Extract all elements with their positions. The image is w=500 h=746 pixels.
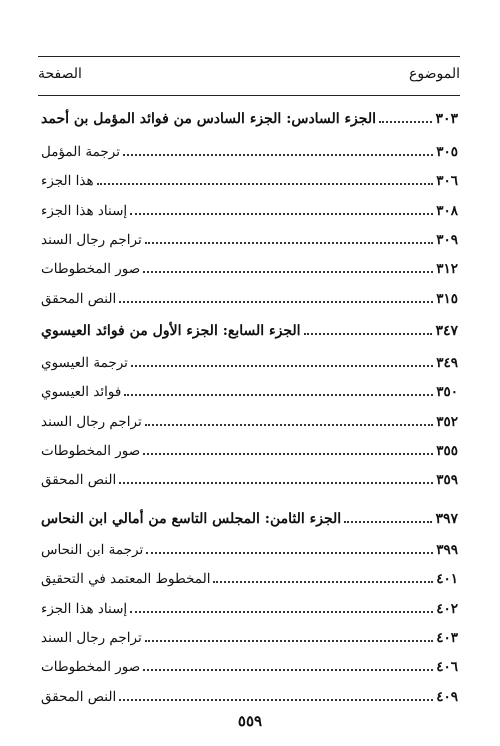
toc-page-number: ٣٤٩ (436, 355, 458, 371)
toc-page-number: ٣٩٧ (435, 511, 458, 527)
toc-entry-title: فوائد العيسوي (41, 384, 122, 400)
toc-entry-title: تراجم رجال السند (41, 630, 142, 646)
leader-dots (304, 333, 433, 335)
leader-dots (130, 213, 433, 215)
toc-page-number: ٣١٥ (436, 291, 458, 307)
leader-dots (124, 394, 433, 396)
toc-part-title: الجزء الثامن: المجلس التاسع من أمالي ابن النحاس (41, 511, 342, 527)
toc-page-number: ٤٠٦ (436, 659, 458, 675)
toc-part-row (38, 320, 460, 342)
toc-entry-row (38, 200, 460, 222)
toc-entry-row (38, 469, 460, 491)
leader-dots (213, 581, 433, 583)
toc-entry-title: صور المخطوطات (41, 443, 141, 459)
toc-page-number: ٤٠١ (436, 571, 458, 587)
toc-part-row (38, 508, 460, 530)
leader-dots (119, 482, 433, 484)
toc-page-number: ٣٩٩ (436, 542, 458, 558)
toc-entry-title: تراجم رجال السند (41, 232, 142, 248)
toc-page-number: ٣٥٢ (436, 414, 458, 430)
leader-dots (344, 521, 432, 523)
toc-header (38, 56, 460, 96)
toc-entry-title: المخطوط المعتمد في التحقيق (41, 571, 211, 587)
toc-page-number: ٣٥٩ (436, 472, 458, 488)
toc-part-title: الجزء السابع: الجزء الأول من فوائد العيسوي (41, 323, 301, 339)
toc-page-number: ٣٠٣ (435, 111, 458, 127)
toc-entry-title: تراجم رجال السند (41, 414, 142, 430)
toc-part-row (38, 108, 460, 130)
leader-dots (145, 424, 434, 426)
leader-dots (145, 242, 434, 244)
toc-page-number: ٤٠٣ (436, 630, 458, 646)
leader-dots (123, 154, 433, 156)
leader-dots (131, 365, 433, 367)
toc-entry-title: النص المحقق (41, 291, 117, 307)
toc-page-number: ٣٥٥ (436, 443, 458, 459)
toc-entry-row (38, 170, 460, 192)
toc-page-number: ٣١٢ (436, 261, 458, 277)
toc-entry-title: صور المخطوطات (41, 659, 141, 675)
toc-entry-row (38, 686, 460, 708)
leader-dots (145, 640, 434, 642)
toc-entry-title: ترجمة المؤمل (41, 144, 120, 160)
toc-entry-row (38, 539, 460, 561)
toc-entry-row (38, 229, 460, 251)
toc-page-number: ٤٠٩ (436, 689, 458, 705)
page-number: ٥٥٩ (237, 712, 263, 730)
toc-entry-title: إسناد هذا الجزء (41, 203, 128, 219)
toc-entry-row (38, 440, 460, 462)
toc-page-number: ٣٠٩ (436, 232, 458, 248)
toc-entry-title: هذا الجزء (41, 173, 94, 189)
page-column-heading: الصفحة (38, 66, 82, 82)
toc-entry-title: ترجمة ابن النحاس (41, 542, 144, 558)
toc-page-number: ٣٥٠ (436, 384, 458, 400)
toc-entry-title: ترجمة العيسوي (41, 355, 128, 371)
leader-dots (119, 301, 433, 303)
leader-dots (379, 121, 432, 123)
toc-entry-row (38, 627, 460, 649)
toc-entry-row (38, 656, 460, 678)
toc-entry-row (38, 288, 460, 310)
toc-entry-row (38, 381, 460, 403)
toc-entry-title: النص المحقق (41, 472, 117, 488)
toc-entry-row (38, 411, 460, 433)
toc-entry-row (38, 568, 460, 590)
toc-page-number: ٣٤٧ (435, 323, 458, 339)
toc-entry-row (38, 598, 460, 620)
toc-entry-title: صور المخطوطات (41, 261, 141, 277)
toc-page-number: ٤٠٢ (436, 601, 458, 617)
leader-dots (97, 183, 434, 185)
toc-page-number: ٣٠٨ (436, 203, 458, 219)
leader-dots (143, 669, 433, 671)
leader-dots (119, 699, 433, 701)
toc-entry-row (38, 141, 460, 163)
toc-entry-row (38, 258, 460, 280)
leader-dots (130, 611, 433, 613)
toc-part-title: الجزء السادس: الجزء السادس من فوائد المؤمل بن أحمد (41, 111, 376, 127)
leader-dots (146, 552, 433, 554)
toc-page-number: ٣٠٦ (436, 173, 458, 189)
toc-entry-row (38, 352, 460, 374)
toc-entry-title: إسناد هذا الجزء (41, 601, 128, 617)
subject-column-heading: الموضوع (409, 66, 460, 82)
toc-page-number: ٣٠٥ (436, 144, 458, 160)
leader-dots (143, 453, 433, 455)
leader-dots (143, 271, 433, 273)
toc-entry-title: النص المحقق (41, 689, 117, 705)
